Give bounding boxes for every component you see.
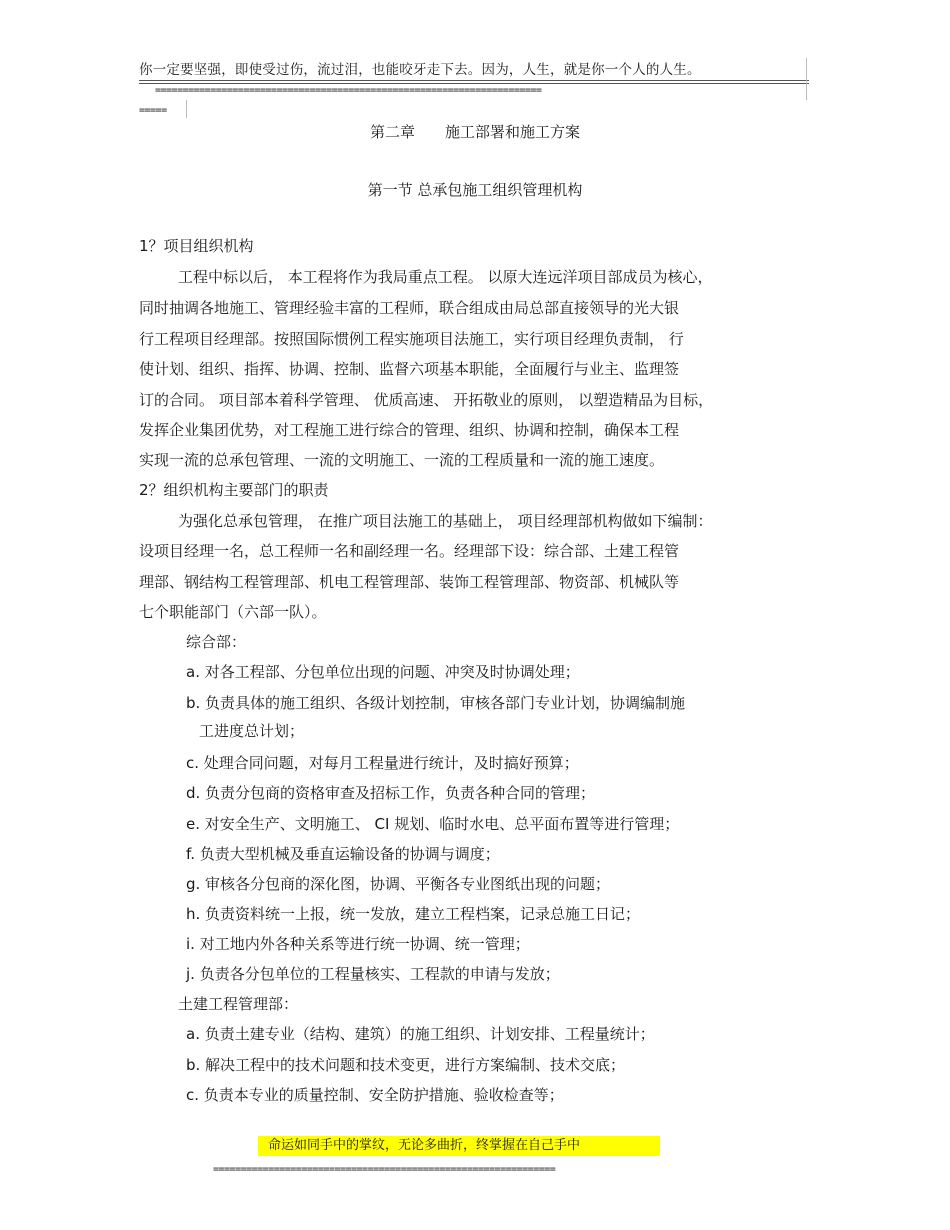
list-item: b. 解决工程中的技术问题和技术变更，进行方案编制、技术交底； xyxy=(186,1056,626,1074)
footer-separator: ============================================================== xyxy=(213,1164,556,1175)
list-item: g. 审核各分包商的深化图，协调、平衡各专业图纸出现的问题； xyxy=(186,875,611,893)
chapter-number: 第二章 xyxy=(369,123,415,141)
list-item-continuation: 工进度总计划； xyxy=(199,722,305,740)
list-item: c. 负责本专业的质量控制、安全防护措施、验收检查等； xyxy=(186,1086,564,1104)
list-item: a. 对各工程部、分包单位出现的问题、冲突及时协调处理； xyxy=(186,663,580,681)
paragraph-line: 同时抽调各地施工、管理经验丰富的工程师，联合组成由局总部直接领导的光大银 xyxy=(139,299,680,317)
list-item: c. 处理合同问题，对每月工程量进行统计，及时搞好预算； xyxy=(186,754,579,772)
paragraph-line: 行工程项目经理部。按照国际惯例工程实施项目法施工，实行项目经理负责制， 行 xyxy=(139,330,684,348)
paragraph-line: 工程中标以后， 本工程将作为我局重点工程。 以原大连远洋项目部成员为核心， xyxy=(178,268,713,286)
header-quote: 你一定要坚强，即使受过伤，流过泪，也能咬牙走下去。因为，人生，就是你一个人的人生。 xyxy=(139,62,701,78)
header-rule-bottom xyxy=(139,83,809,84)
list-item: a. 负责土建专业（结构、建筑）的施工组织、计划安排、工程量统计； xyxy=(186,1025,655,1043)
paragraph-line: 七个职能部门（六部一队）。 xyxy=(139,603,327,621)
list-item: f. 负责大型机械及垂直运输设备的协调与调度； xyxy=(186,845,500,863)
header-rule-top xyxy=(139,80,809,81)
footer-quote: 命运如同手中的掌纹，无论多曲折，终掌握在自己手中 xyxy=(258,1136,660,1156)
list-item: e. 对安全生产、文明施工、 CI 规划、临时水电、总平面布置等进行管理； xyxy=(186,815,680,833)
list-item: d. 负责分包商的资格审查及招标工作，负责各种合同的管理； xyxy=(186,784,596,802)
department-heading: 土建工程管理部： xyxy=(178,995,299,1013)
chapter-title xyxy=(0,121,950,142)
list-item: i. 对工地内外各种关系等进行统一协调、统一管理； xyxy=(186,935,530,953)
paragraph-line: 为强化总承包管理， 在推广项目法施工的基础上， 项目经理部机构做如下编制： xyxy=(178,512,713,530)
paragraph-line: 发挥企业集团优势，对工程施工进行综合的管理、组织、协调和控制，确保本工程 xyxy=(139,421,680,439)
header-separator-line2: ===== xyxy=(139,105,167,116)
department-heading: 综合部： xyxy=(186,633,247,651)
chapter-name: 施工部署和施工方案 xyxy=(445,123,581,141)
paragraph-line: 实现一流的总承包管理、一流的文明施工、一流的工程质量和一流的施工速度。 xyxy=(139,451,665,469)
list-item: j. 负责各分包单位的工程量核实、工程款的申请与发放； xyxy=(186,965,560,983)
list-item: h. 负责资料统一上报，统一发放，建立工程档案，记录总施工日记； xyxy=(186,905,641,923)
paragraph-line: 理部、钢结构工程管理部、机电工程管理部、装饰工程管理部、物资部、机械队等 xyxy=(139,573,680,591)
paragraph-line: 设项目经理一名，总工程师一名和副经理一名。经理部下设：综合部、土建工程管 xyxy=(139,542,680,560)
paragraph-line: 使计划、组织、指挥、协调、控制、监督六项基本职能，全面履行与业主、监理签 xyxy=(139,360,680,378)
paragraph-line: 订的合同。 项目部本着科学管理、 优质高速、 开拓敬业的原则， 以塑造精品为目标， xyxy=(139,391,714,409)
list-item: b. 负责具体的施工组织、各级计划控制，审核各部门专业计划，协调编制施 xyxy=(186,694,686,712)
heading-project-organization: 1？项目组织机构 xyxy=(139,237,254,255)
section-title: 第一节 总承包施工组织管理机构 xyxy=(367,181,583,199)
heading-department-duties: 2？组织机构主要部门的职责 xyxy=(139,481,329,499)
header-frame-right xyxy=(806,58,807,100)
header-separator-line1: ====================================================================== xyxy=(155,85,542,96)
header-frame-left xyxy=(186,100,187,118)
